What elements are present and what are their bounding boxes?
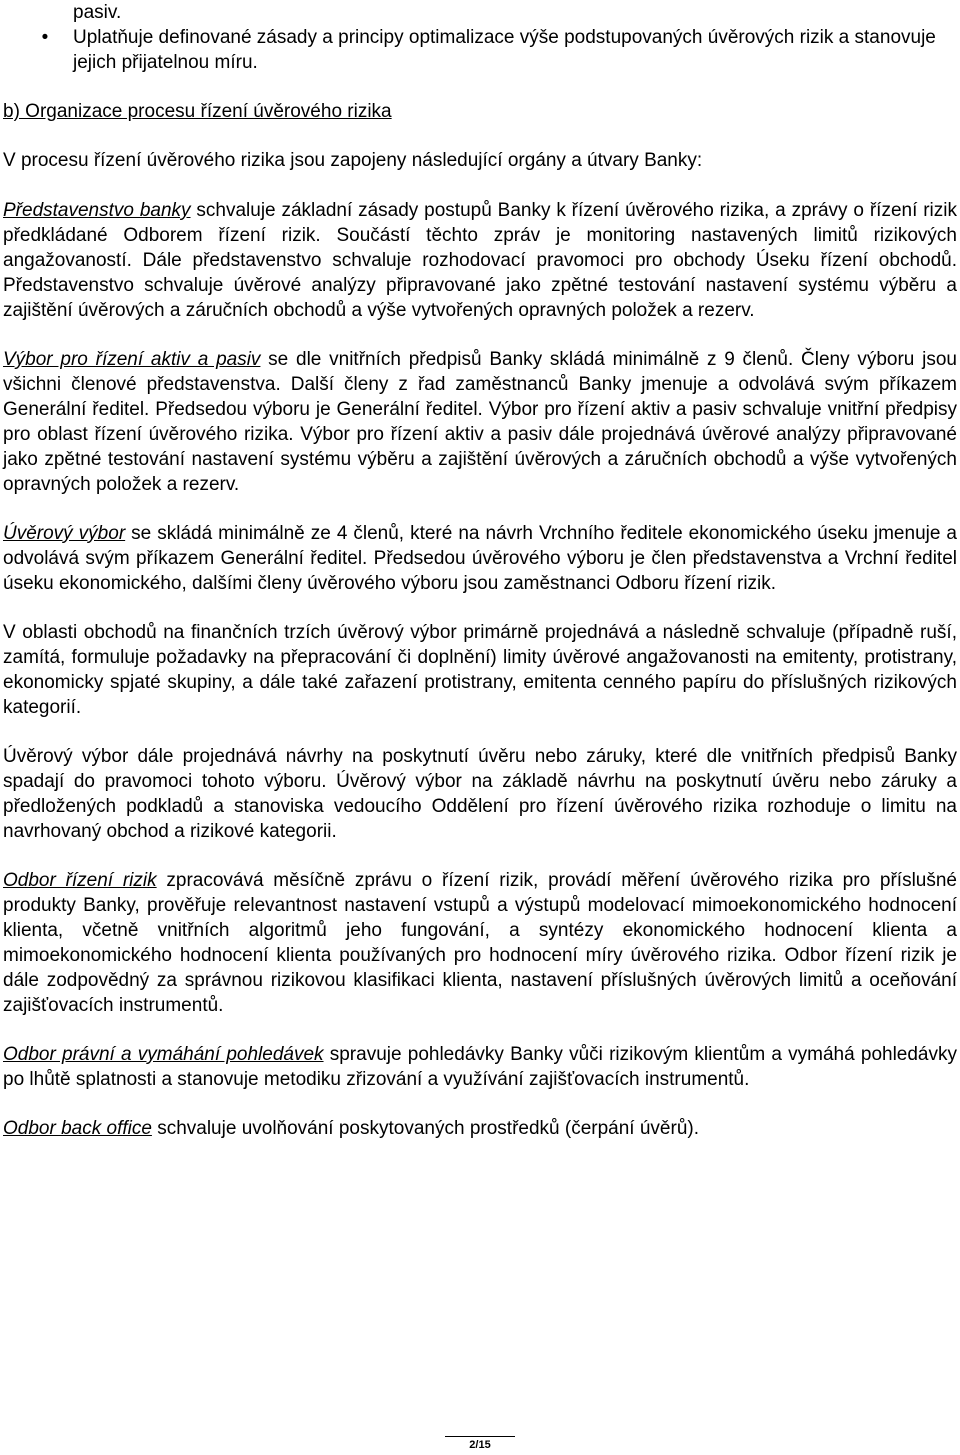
bullet-list — [3, 25, 957, 75]
paragraph-credit-committee — [3, 521, 957, 596]
bullet-item-text: Uplatňuje definované zásady a principy optimalizace výše podstupovaných úvěrových rizik a stanovuje jejich přijatelnou míru. — [73, 27, 936, 73]
section-heading: b) Organizace procesu řízení úvěrového rizika — [3, 101, 392, 122]
paragraph-legal-department-text: spravuje pohledávky Banky vůči rizikovým klientům a vymáhá pohledávky po lhůtě splatnosti a stanovuje metodiku zřizování a využívání zajišťovacích instrumentů. — [3, 1044, 957, 1090]
term-risk-department: Odbor řízení rizik — [3, 870, 157, 891]
paragraph-alco — [3, 347, 957, 497]
paragraph-back-office-text: schvaluje uvolňování poskytovaných prostředků (čerpání úvěrů). — [151, 1118, 699, 1139]
paragraph-risk-department — [3, 868, 957, 1018]
paragraph-credit-committee-text: se skládá minimálně ze 4 členů, které na návrh Vrchního ředitele ekonomického úseku jmenuje a odvolává svým příkazem Generální ředitel. Předsedou úvěrového výboru je člen představenstva a Vrchní ředitel úseku ekonomického, dalšími členy úvěrového výboru jsou zaměstnanci Odboru řízení rizik. — [3, 523, 957, 594]
section-intro: V procesu řízení úvěrového rizika jsou zapojeny následující orgány a útvary Banky: — [3, 150, 703, 171]
bullet-dot-icon: • — [41, 27, 49, 48]
paragraph-financial-markets: V oblasti obchodů na finančních trzích úvěrový výbor primárně projednává a následně schvaluje (případně ruší, zamítá, formuluje požadavky na přepracování či doplnění) limity úvěrové angažovanosti na emitenty, protistrany, ekonomicky spjaté skupiny, a dále také zařazení protistrany, emitenta cenného papíru do příslušných rizikových kategorií. — [3, 622, 957, 718]
term-credit-committee: Úvěrový výbor — [3, 523, 126, 544]
paragraph-risk-department-text: zpracovává měsíčně zprávu o řízení rizik, provádí měření úvěrového rizika pro příslušné produkty Banky, prověřuje relevantnost nastavení vstupů a výstupů modelovací mimoekonomického hodnocení klienta, včetně vnitřních algoritmů jeho fungování, a syntézy ekonomického hodnocení klienta a mimoekonomického hodnocení klienta používaných pro hodnocení míry úvěrového rizika. Odbor řízení rizik je dále zodpovědný za správnou rizikovou klasifikaci klienta, nastavení příslušných úvěrových limitů a oceňování zajišťovacích instrumentů. — [3, 870, 958, 1016]
paragraph-back-office — [3, 1116, 957, 1141]
footer-rule — [445, 1436, 515, 1437]
term-legal-department: Odbor právní a vymáhání pohledávek — [3, 1044, 324, 1065]
paragraph-alco-text: se dle vnitřních předpisů Banky skládá minimálně z 9 členů. Členy výboru jsou všichni členové představenstva. Další členy z řad zaměstnanců Banky jmenuje a odvolává svým příkazem Generální ředitel. Předsedou výboru je Generální ředitel. Výbor pro řízení aktiv a pasiv schvaluje vnitřní předpisy pro oblast řízení úvěrového rizika. Výbor pro řízení aktiv a pasiv dále projednává úvěrové analýzy připravované jako zpětné testování nastavení systému výběru a zajištění úvěrových a záručních obchodů a výše vytvořených opravných položek a rezerv. — [3, 349, 957, 495]
term-back-office: Odbor back office — [3, 1118, 152, 1139]
page-number: 2/15 — [469, 1439, 491, 1451]
term-alco: Výbor pro řízení aktiv a pasiv — [3, 349, 261, 370]
term-board: Představenstvo banky — [3, 200, 191, 221]
paragraph-board — [3, 198, 957, 323]
paragraph-legal-department — [3, 1042, 957, 1092]
bullet-item — [3, 25, 957, 75]
paragraph-credit-committee-loans: Úvěrový výbor dále projednává návrhy na poskytnutí úvěru nebo záruky, které dle vnitřních předpisů Banky spadají do pravomoci tohoto výboru. Úvěrový výbor na základě návrhu na poskytnutí úvěru nebo záruky a předložených podkladů a stanoviska vedoucího Oddělení pro řízení úvěrového rizika rozhoduje o limitu na navrhovaný obchod a rizikové kategorii. — [3, 746, 957, 842]
document-page — [3, 0, 957, 1141]
continuation-text: pasiv. — [73, 2, 122, 23]
paragraph-board-text: schvaluje základní zásady postupů Banky k řízení úvěrového rizika, a zprávy o řízení rizik předkládané Odborem řízení rizik. Součástí těchto zpráv je monitoring nastavených limitů rizikových angažovaností. Dále představenstvo schvaluje rozhodovací pravomoci pro obchody Úseku řízení obchodů. Představenstvo schvaluje úvěrové analýzy připravované jako zpětné testování nastavení systému výběru a zajištění úvěrových a záručních obchodů a výše vytvořených opravných položek a rezerv. — [3, 200, 957, 321]
